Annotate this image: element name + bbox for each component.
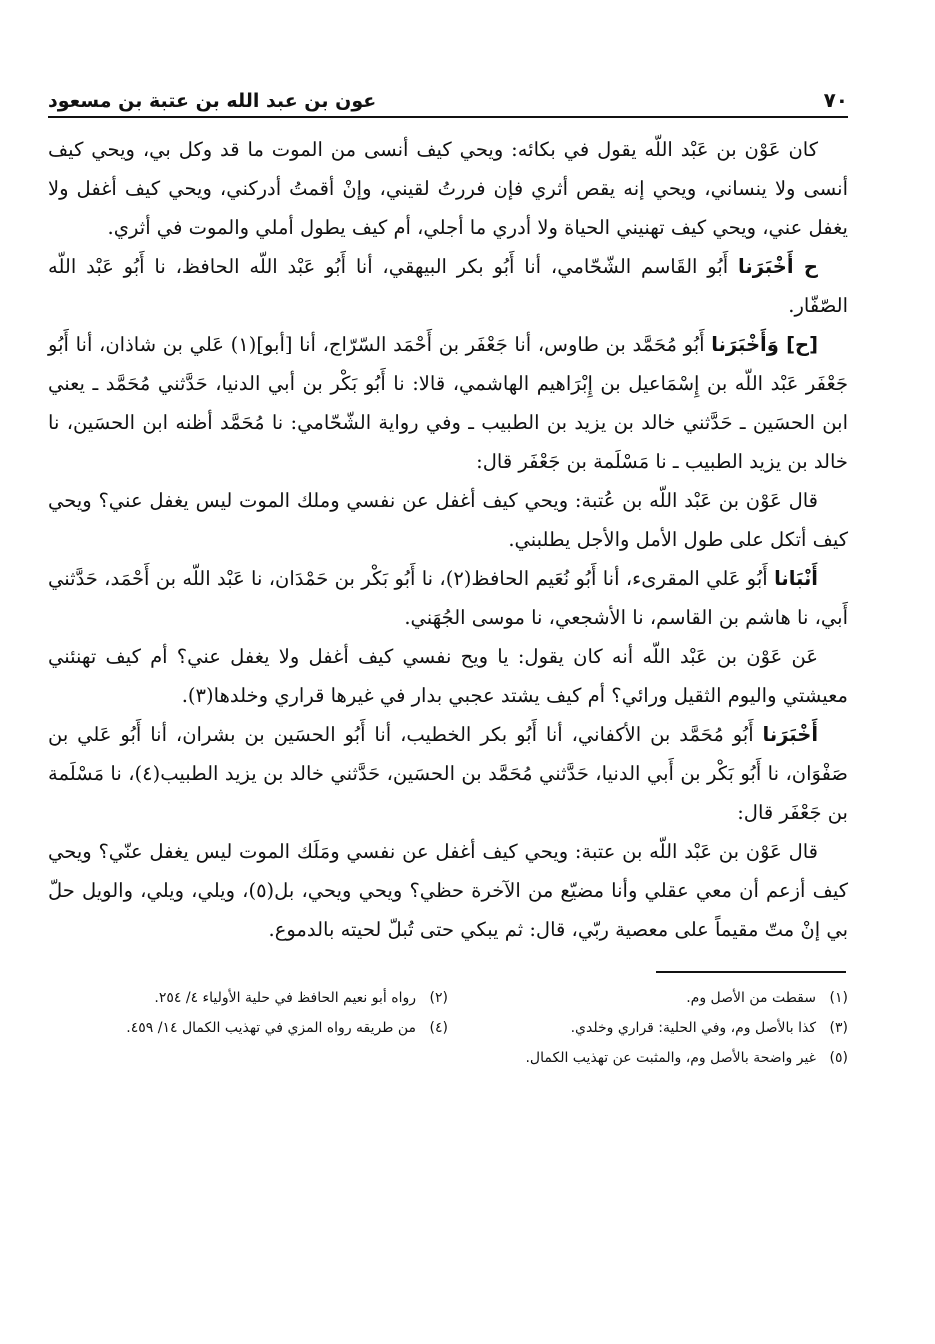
paragraph: [48, 130, 848, 247]
paragraph: [48, 832, 848, 949]
footnote-number: (٥): [829, 1050, 848, 1066]
page-number: ٧٠: [823, 88, 848, 112]
isnad-lead: أَخْبَرَنا: [762, 723, 819, 746]
paragraph-text: أَبُو القَاسم الشّحّامي، أنا أَبُو بكر البيهقي، أنا أَبُو عَبْد اللّه الحافظ، نا أَبُو عَبْد اللّه الصّفّار.: [48, 255, 848, 317]
footnote: [48, 983, 448, 1013]
main-text: [48, 130, 848, 949]
paragraph-text: عَن عَوْن بن عَبْد اللّه أنه كان يقول: يا ويح نفسي كيف أغفل ولا يغفل عني؟ أم كيف تهنئني معيشتي واليوم الثقيل ورائي؟ أم كيف يشتد عجبي بدار في غيرها قراري وخلدها(٣).: [48, 645, 848, 707]
footnote-text: كذا بالأصل وم، وفي الحلية: قراري وخلدي.: [570, 1020, 816, 1036]
footnote-row: [48, 1043, 848, 1073]
footnote: [48, 1013, 448, 1043]
paragraph: [48, 637, 848, 715]
footnotes: [48, 983, 848, 1073]
footnote-text: رواه أبو نعيم الحافظ في حلية الأولياء ٤/ ٢٥٤.: [154, 990, 416, 1006]
book-page: [48, 78, 848, 1318]
paragraph: [48, 715, 848, 832]
footnote-row: [48, 983, 848, 1013]
footnote-divider: [656, 971, 846, 973]
paragraph: [48, 559, 848, 637]
isnad-lead: [ح] وَأَخْبَرَنا: [711, 333, 818, 356]
footnote: [448, 1013, 848, 1043]
isnad-lead: أَنْبَانا: [774, 567, 818, 590]
footnote-text: سقطت من الأصل وم.: [686, 990, 816, 1006]
footnote-number: (٤): [429, 1020, 448, 1036]
paragraph-text: قال عَوْن بن عَبْد اللّه بن عتبة: ويحي كيف أغفل عن نفسي ومَلَك الموت ليس يغفل عنّي؟ ويحي كيف أزعم أن معي عقلي وأنا مضيّع من الآخرة حظي؟ ويحي ويحي، بل(٥)، ويلي، ويلي، والويل حلّ بي إنْ متّ مقيماً على معصية ربّي، قال: ثم يبكي حتى تُبلّ لحيته بالدموع.: [48, 840, 848, 941]
footnote-text: من طريقه رواه المزي في تهذيب الكمال ١٤/ ٤٥٩.: [126, 1020, 416, 1036]
paragraph-text: أَبُو عَلي المقرىء، أنا أَبُو نُعَيم الحافظ(٢)، نا أَبُو بَكْر بن حَمْدَان، نا عَبْد اللّه بن أَحْمَد، حَدَّثني أَبي، نا هاشم بن القاسم، نا الأشجعي، نا موسى الجُهَني.: [48, 567, 848, 629]
footnote-number: (٣): [829, 1020, 848, 1036]
page-header: [48, 78, 848, 118]
footnote-number: (١): [829, 990, 848, 1006]
footnote: [448, 1043, 848, 1073]
paragraph-text: قال عَوْن بن عَبْد اللّه بن عُتبة: ويحي كيف أغفل عن نفسي وملك الموت ليس يغفل عني؟ ويحي كيف أتكل على طول الأمل والأجل يطلبني.: [48, 489, 848, 551]
paragraph: [48, 481, 848, 559]
footnote: [448, 983, 848, 1013]
footnote-row: [48, 1013, 848, 1043]
paragraph-text: أَبُو مُحَمَّد بن الأكفاني، أنا أَبُو بكر الخطيب، أنا أَبُو الحسَين بن بشران، أنا أَبُو عَلي بن صَفْوَان، نا أَبُو بَكْر بن أَبي الدنيا، حَدَّثني مُحَمَّد بن الحسَين، حَدَّثني خالد بن يزيد الطبيب(٤)، نا مَسْلَمة بن جَعْفَر قال:: [48, 723, 848, 824]
footnote-number: (٢): [429, 990, 448, 1006]
paragraph-text: أَبُو مُحَمَّد بن طاوس، أنا جَعْفَر بن أَحْمَد السّرّاج، أنا [أبو](١) عَلي بن شاذان، أنا أَبُو جَعْفَر عَبْد اللّه بن إِسْمَاعيل بن إِبْرَاهيم الهاشمي، قالا: نا أَبُو بَكْر بن أبي الدنيا، حَدَّثني مُحَمَّد ـ يعني ابن الحسَين ـ حَدَّثني خالد بن يزيد بن الطبيب ـ وفي رواية الشّحّامي: نا مُحَمَّد أظنه ابن الحسَين، نا خالد بن يزيد الطبيب ـ نا مَسْلَمة بن جَعْفَر قال:: [48, 333, 848, 473]
paragraph: [48, 247, 848, 325]
running-title: عون بن عبد الله بن عتبة بن مسعود: [48, 90, 377, 112]
footnote-text: غير واضحة بالأصل وم، والمثبت عن تهذيب الكمال.: [525, 1050, 816, 1066]
paragraph: [48, 325, 848, 481]
isnad-lead: ح أَخْبَرَنا: [738, 255, 818, 278]
paragraph-text: كان عَوْن بن عَبْد اللّه يقول في بكائه: ويحي كيف أنسى من الموت ما قد وكل بي، ويحي كيف أنسى ولا ينساني، ويحي إنه يقص أثري فإن فررتُ لقيني، وإنْ أقمتُ أدركني، ويحي كيف أغفل ولا يغفل عني، ويحي كيف تهنيني الحياة ولا أدري ما أجلي، أم كيف يطول أملي والموت في أثري.: [48, 138, 848, 239]
